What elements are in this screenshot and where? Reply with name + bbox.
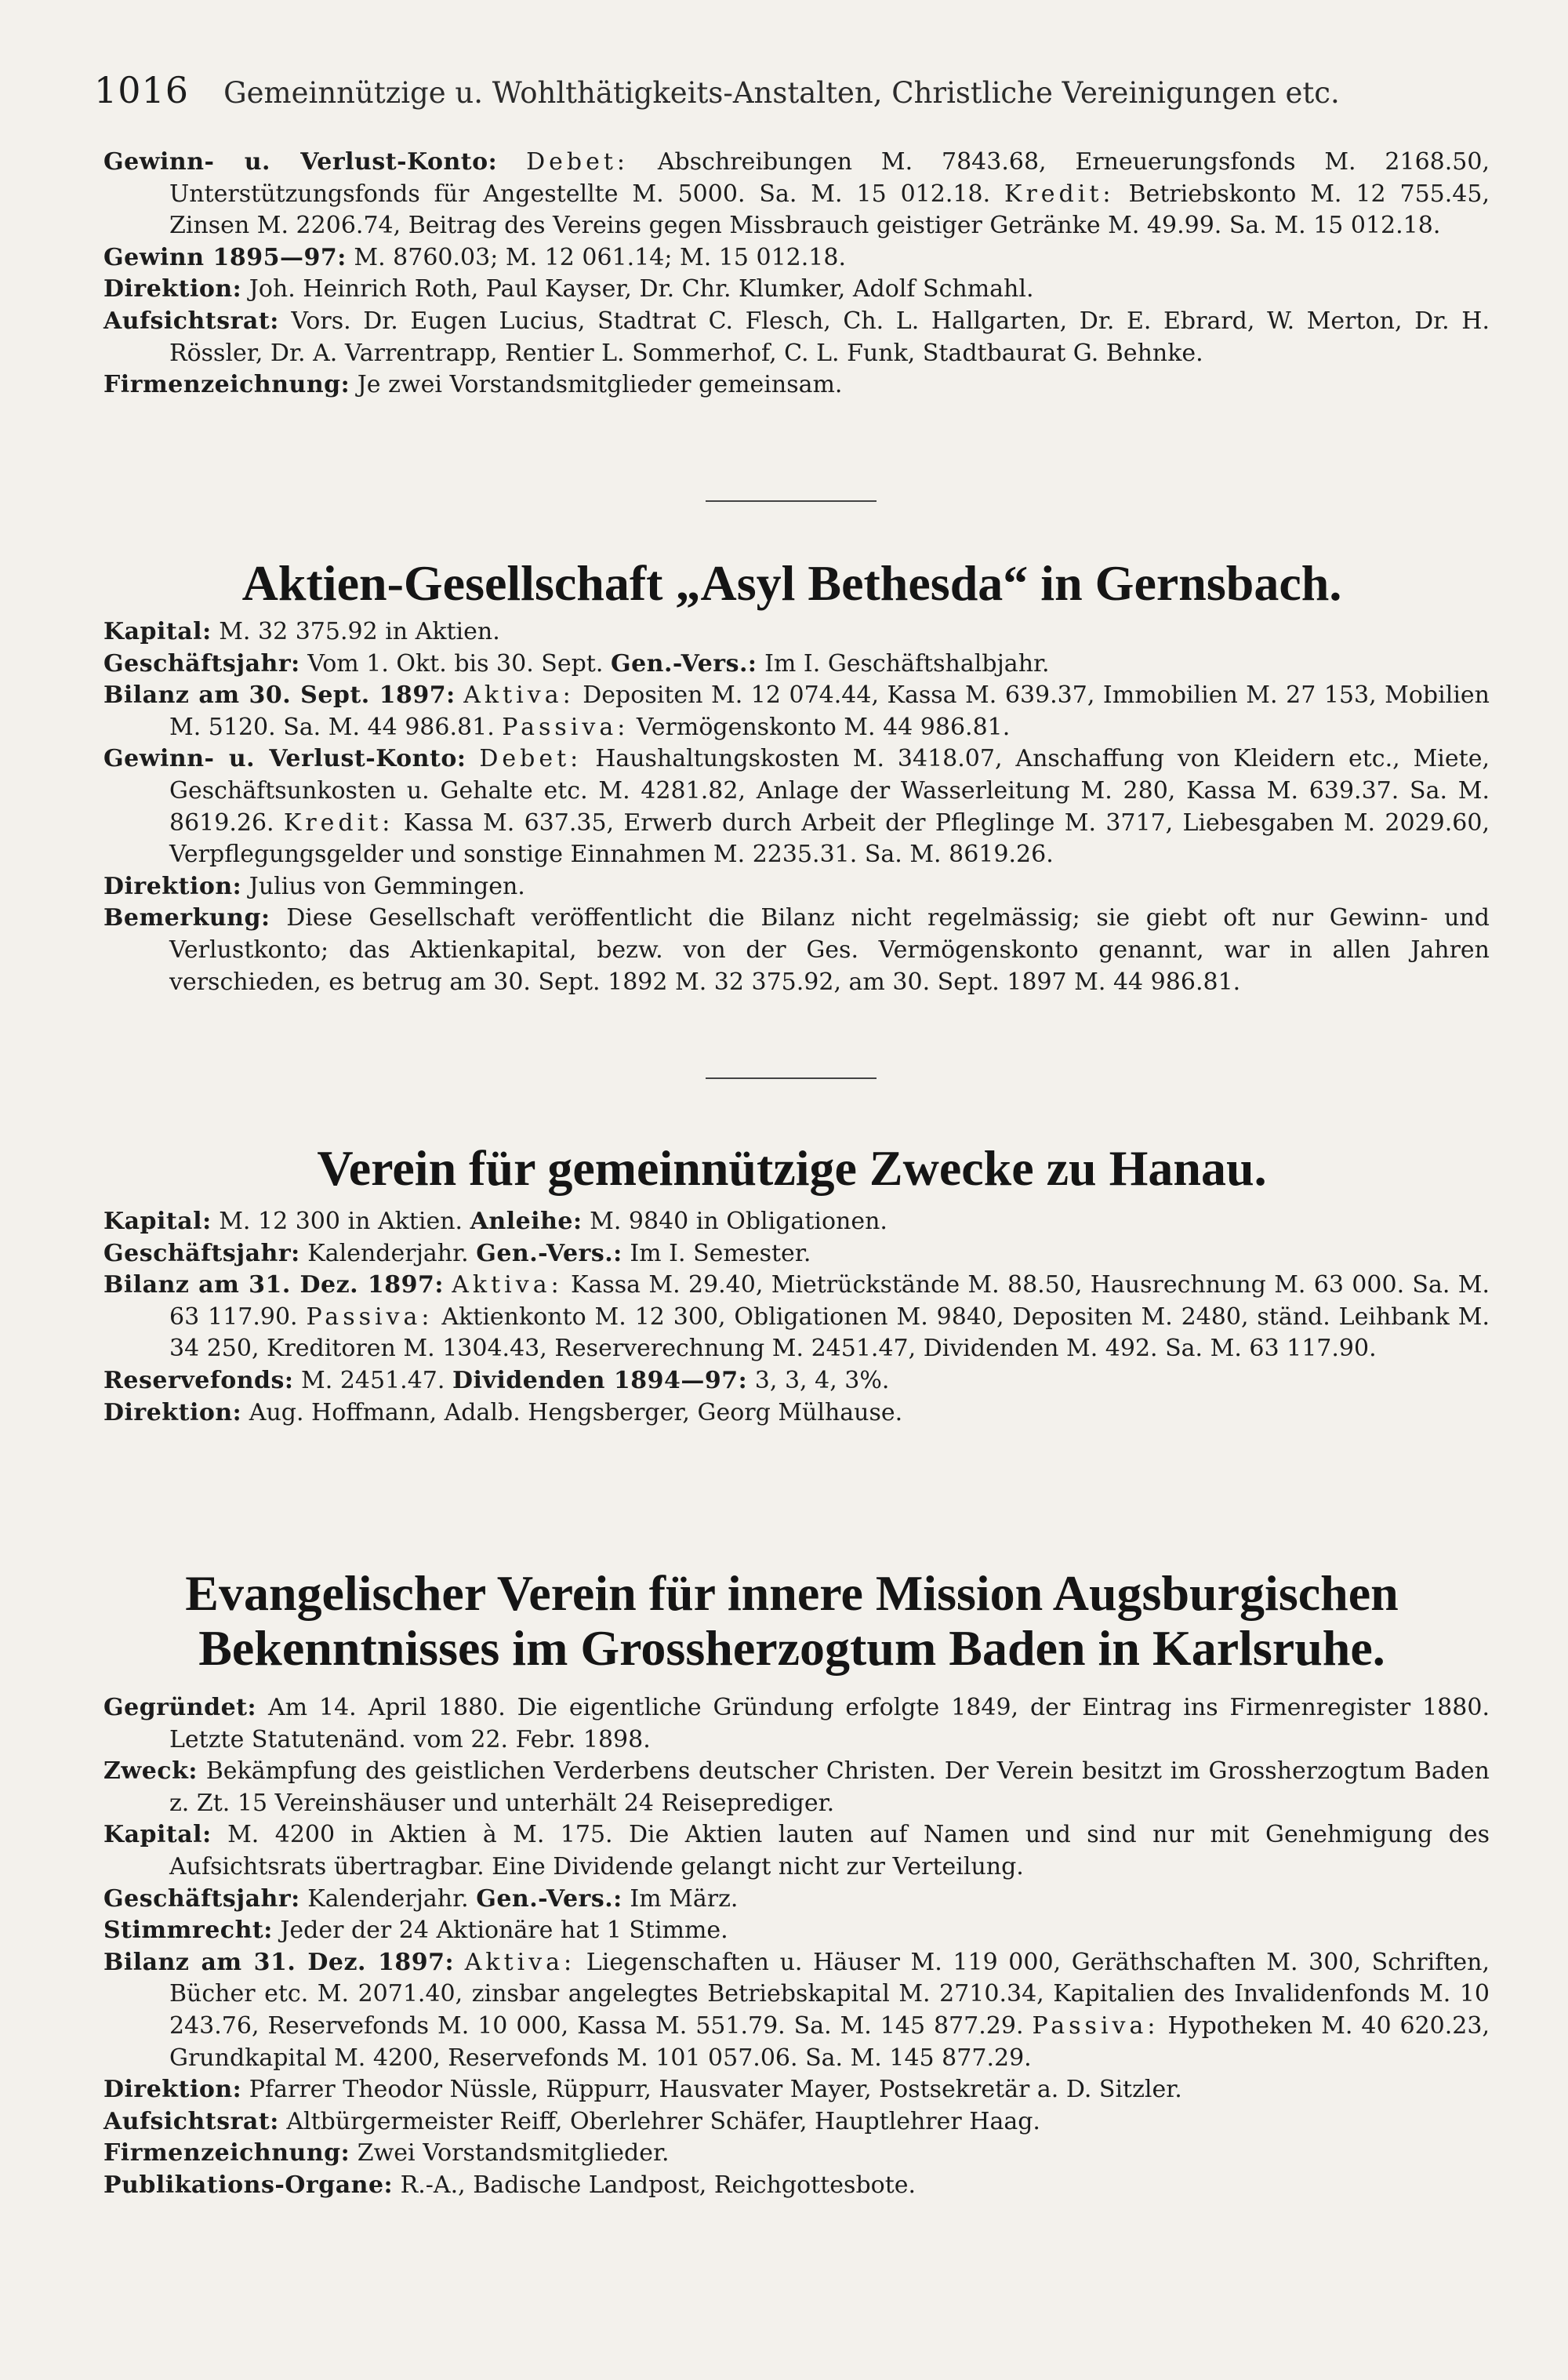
kapital bbox=[103, 616, 1490, 649]
bemerkung bbox=[103, 903, 1490, 998]
label: Direktion: bbox=[103, 2076, 242, 2104]
aufsichtsrat bbox=[103, 306, 1490, 369]
passiva-label: Passiva: bbox=[502, 713, 630, 741]
label: Bilanz am 31. Dez. 1897: bbox=[103, 1948, 455, 1976]
page-header bbox=[94, 69, 1490, 111]
anleihe-label: Anleihe: bbox=[470, 1208, 583, 1235]
geschaeftsjahr bbox=[103, 1884, 1490, 1916]
kredit-text: Kassa M. 637.35, Erwerb durch Arbeit der Pfleglinge M. 3717, Liebesgaben M. 2029.60, Verpflegungsgelder und sonstige Einnahmen M. 2235.31. Sa. M. 8619.26. bbox=[169, 808, 1490, 869]
debet-label: Debet: bbox=[479, 745, 583, 773]
firmenzeichnung bbox=[103, 2138, 1490, 2170]
kapital bbox=[103, 1206, 1490, 1238]
value: M. 32 375.92 in Aktien. bbox=[219, 618, 500, 645]
bilanz bbox=[103, 1947, 1490, 2074]
value: Je zwei Vorstandsmitglieder gemeinsam. bbox=[357, 371, 843, 399]
label: Gegründet: bbox=[103, 1694, 257, 1721]
label: Bilanz am 30. Sept. 1897: bbox=[103, 681, 456, 710]
gen-vers-label: Gen.-Vers.: bbox=[476, 1884, 622, 1913]
reservefonds bbox=[103, 1365, 1490, 1397]
direktion bbox=[103, 1397, 1490, 1430]
value: Kalenderjahr. bbox=[307, 1239, 469, 1267]
kredit-text: Betriebskonto M. 12 755.45, Zinsen M. 2206.74, Beitrag des Vereins gegen Missbrauch geistiger Getränke M. 49.99. Sa. M. 15 012.18. bbox=[169, 180, 1490, 240]
kredit-label: Kredit: bbox=[283, 808, 394, 837]
value: Bekämpfung des geistlichen Verderbens deutscher Christen. Der Verein besitzt im Grossherzogtum Baden z. Zt. 15 Vereinshäuser und unterhält 24 Reiseprediger. bbox=[169, 1757, 1490, 1817]
direktion bbox=[103, 2074, 1490, 2106]
value: R.-A., Badische Landpost, Reichgottesbote. bbox=[400, 2171, 916, 2199]
value: M. 2451.47. bbox=[301, 1366, 445, 1394]
entry-title-line-2: Bekenntnisses im Grossherzogtum Baden in Karlsruhe. bbox=[198, 1620, 1385, 1676]
value: Diese Gesellschaft veröffentlicht die Bilanz nicht regelmässig; sie giebt oft nur Gewinn- und Verlustkonto; das Aktienkapital, bezw. von der Ges. Vermögenskonto genannt, war in allen Jahren verschieden, es betrug am 30. Sept. 1892 M. 32 375.92, am 30. Sept. 1897 M. 44 986.81. bbox=[169, 904, 1490, 996]
value: Vors. Dr. Eugen Lucius, Stadtrat C. Flesch, Ch. L. Hallgarten, Dr. E. Ebrard, W. Merton, Dr. H. Rössler, Dr. A. Varrentrapp, Rentier L. Sommerhof, C. L. Funk, Stadtbaurat G. Behnke. bbox=[169, 307, 1490, 367]
bilanz bbox=[103, 1270, 1490, 1365]
gen-vers-label: Gen.-Vers.: bbox=[476, 1239, 622, 1267]
label: Geschäftsjahr: bbox=[103, 649, 300, 678]
dividenden-value: 3, 3, 4, 3%. bbox=[754, 1366, 890, 1394]
geschaeftsjahr bbox=[103, 649, 1490, 681]
aktiva-label: Aktiva: bbox=[452, 1271, 563, 1299]
debet-text: Abschreibungen M. 7843.68, Erneuerungsfonds M. 2168.50, Unterstützungsfonds für Angestellte M. 5000. Sa. M. 15 012.18. bbox=[169, 148, 1490, 208]
gewinn-verlust-konto bbox=[103, 743, 1490, 870]
value: M. 4200 in Aktien à M. 175. Die Aktien lauten auf Namen und sind nur mit Genehmigung des Aufsichtsrats übertragbar. Eine Dividende gelangt nicht zur Verteilung. bbox=[169, 1821, 1490, 1880]
entry-evangelischer-verein bbox=[103, 1692, 1490, 2202]
value: Altbürgermeister Reiff, Oberlehrer Schäfer, Hauptlehrer Haag. bbox=[286, 2107, 1040, 2135]
value: Jeder der 24 Aktionäre hat 1 Stimme. bbox=[280, 1917, 728, 1945]
gen-vers-value: Im I. Semester. bbox=[630, 1239, 811, 1267]
label: Direktion: bbox=[103, 1398, 242, 1426]
direktion bbox=[103, 871, 1490, 903]
passiva-text: Vermögenskonto M. 44 986.81. bbox=[636, 713, 1011, 741]
gegruendet bbox=[103, 1692, 1490, 1756]
label: Aufsichtsrat: bbox=[103, 2107, 279, 2135]
label: Bemerkung: bbox=[103, 904, 270, 932]
value: M. 12 300 in Aktien. bbox=[219, 1208, 463, 1235]
page-number: 1016 bbox=[94, 69, 190, 111]
label: Direktion: bbox=[103, 275, 242, 303]
bilanz bbox=[103, 680, 1490, 743]
gen-vers-value: Im März. bbox=[630, 1884, 739, 1913]
label: Zweck: bbox=[103, 1757, 198, 1786]
value: Joh. Heinrich Roth, Paul Kayser, Dr. Chr. Klumker, Adolf Schmahl. bbox=[249, 275, 1034, 303]
label: Gewinn- u. Verlust-Konto: bbox=[103, 148, 498, 176]
label: Kapital: bbox=[103, 618, 212, 645]
label: Firmenzeichnung: bbox=[103, 2139, 350, 2167]
passiva-label: Passiva: bbox=[306, 1303, 434, 1331]
firmenzeichnung bbox=[103, 369, 1490, 402]
label: Reservefonds: bbox=[103, 1366, 294, 1394]
aktiva-text: Kassa M. 29.40, Mietrückstände M. 88.50, Hausrechnung M. 63 000. Sa. M. 63 117.90. bbox=[169, 1271, 1490, 1331]
aktiva-label: Aktiva: bbox=[464, 1948, 576, 1976]
label: Kapital: bbox=[103, 1208, 212, 1235]
aufsichtsrat bbox=[103, 2106, 1490, 2138]
debet-label: Debet: bbox=[526, 148, 630, 176]
gen-vers-label: Gen.-Vers.: bbox=[610, 649, 757, 678]
publikations-organe bbox=[103, 2170, 1490, 2202]
label: Bilanz am 31. Dez. 1897: bbox=[103, 1271, 444, 1299]
gen-vers-value: Im I. Geschäftshalbjahr. bbox=[764, 649, 1050, 678]
label: Geschäftsjahr: bbox=[103, 1884, 300, 1913]
direktion bbox=[103, 274, 1490, 306]
dividenden-label: Dividenden 1894—97: bbox=[452, 1366, 748, 1394]
value: Zwei Vorstandsmitglieder. bbox=[357, 2139, 670, 2167]
label: Kapital: bbox=[103, 1821, 212, 1849]
debet-text: Haushaltungskosten M. 3418.07, Anschaffung von Kleidern etc., Miete, Geschäftsunkosten u. Gehalte etc. M. 4281.82, Anlage der Wasserleitung M. 280, Kassa M. 639.37. Sa. M. 8619.26. bbox=[169, 745, 1490, 837]
divider bbox=[706, 500, 877, 502]
label: Direktion: bbox=[103, 872, 242, 900]
passiva-label: Passiva: bbox=[1032, 2011, 1160, 2040]
stimmrecht bbox=[103, 1915, 1490, 1947]
kredit-label: Kredit: bbox=[1004, 180, 1115, 208]
aktiva-text: Depositen M. 12 074.44, Kassa M. 639.37, Immobilien M. 27 153, Mobilien M. 5120. Sa. M. 44 986.81. bbox=[169, 681, 1490, 741]
running-head: Gemeinnützige u. Wohlthätigkeits-Anstalten, Christliche Vereinigungen etc. bbox=[223, 76, 1340, 110]
label: Publikations-Organe: bbox=[103, 2171, 394, 2199]
label: Gewinn- u. Verlust-Konto: bbox=[103, 745, 466, 773]
aktiva-label: Aktiva: bbox=[463, 681, 575, 710]
value: Kalenderjahr. bbox=[307, 1884, 469, 1913]
entry-title: Verein für gemeinnützige Zwecke zu Hanau. bbox=[317, 1140, 1267, 1196]
value: Aug. Hoffmann, Adalb. Hengsberger, Georg Mülhause. bbox=[249, 1398, 903, 1426]
label: Geschäftsjahr: bbox=[103, 1239, 300, 1267]
value: Pfarrer Theodor Nüssle, Rüppurr, Hausvater Mayer, Postsekretär a. D. Sitzler. bbox=[249, 2076, 1182, 2104]
entry-title-line-1: Evangelischer Verein für innere Mission Augsburgischen bbox=[185, 1565, 1399, 1621]
entry-continued bbox=[103, 147, 1490, 402]
passiva-text: Aktienkonto M. 12 300, Obligationen M. 9840, Depositen M. 2480, ständ. Leihbank M. 34 250, Kreditoren M. 1304.43, Reserverechnung M. 2451.47, Dividenden M. 492. Sa. M. 63 117.90. bbox=[169, 1303, 1490, 1363]
kapital bbox=[103, 1819, 1490, 1883]
label: Gewinn 1895—97: bbox=[103, 243, 347, 271]
label: Stimmrecht: bbox=[103, 1917, 273, 1945]
entry-title: Aktien-Gesellschaft „Asyl Bethesda“ in Gernsbach. bbox=[241, 555, 1342, 611]
geschaeftsjahr bbox=[103, 1238, 1490, 1270]
divider bbox=[706, 1077, 877, 1079]
value: Am 14. April 1880. Die eigentliche Gründung erfolgte 1849, der Eintrag ins Firmenregister 1880. Letzte Statutenänd. vom 22. Febr. 1898. bbox=[169, 1694, 1490, 1753]
passiva-text: Hypotheken M. 40 620.23, Grundkapital M. 4200, Reservefonds M. 101 057.06. Sa. M. 145 877.29. bbox=[169, 2011, 1490, 2072]
label: Aufsichtsrat: bbox=[103, 307, 279, 335]
aktiva-text: Liegenschaften u. Häuser M. 119 000, Geräthschaften M. 300, Schriften, Bücher etc. M. 2071.40, zinsbar angelegtes Betriebskapital M. 2710.34, Kapitalien des Invalidenfonds M. 10 243.76, Reservefonds M. 10 000, Kassa M. 551.79. Sa. M. 145 877.29. bbox=[169, 1948, 1490, 2040]
entry-asyl-bethesda bbox=[103, 616, 1490, 998]
zweck bbox=[103, 1756, 1490, 1819]
value: Vom 1. Okt. bis 30. Sept. bbox=[307, 649, 604, 678]
gewinn-verlust-konto bbox=[103, 147, 1490, 242]
anleihe-value: M. 9840 in Obligationen. bbox=[590, 1208, 887, 1235]
value: M. 8760.03; M. 12 061.14; M. 15 012.18. bbox=[354, 243, 846, 271]
value: Julius von Gemmingen. bbox=[249, 872, 525, 900]
gewinn-jahre bbox=[103, 242, 1490, 274]
label: Firmenzeichnung: bbox=[103, 371, 350, 399]
entry-verein-hanau bbox=[103, 1206, 1490, 1429]
